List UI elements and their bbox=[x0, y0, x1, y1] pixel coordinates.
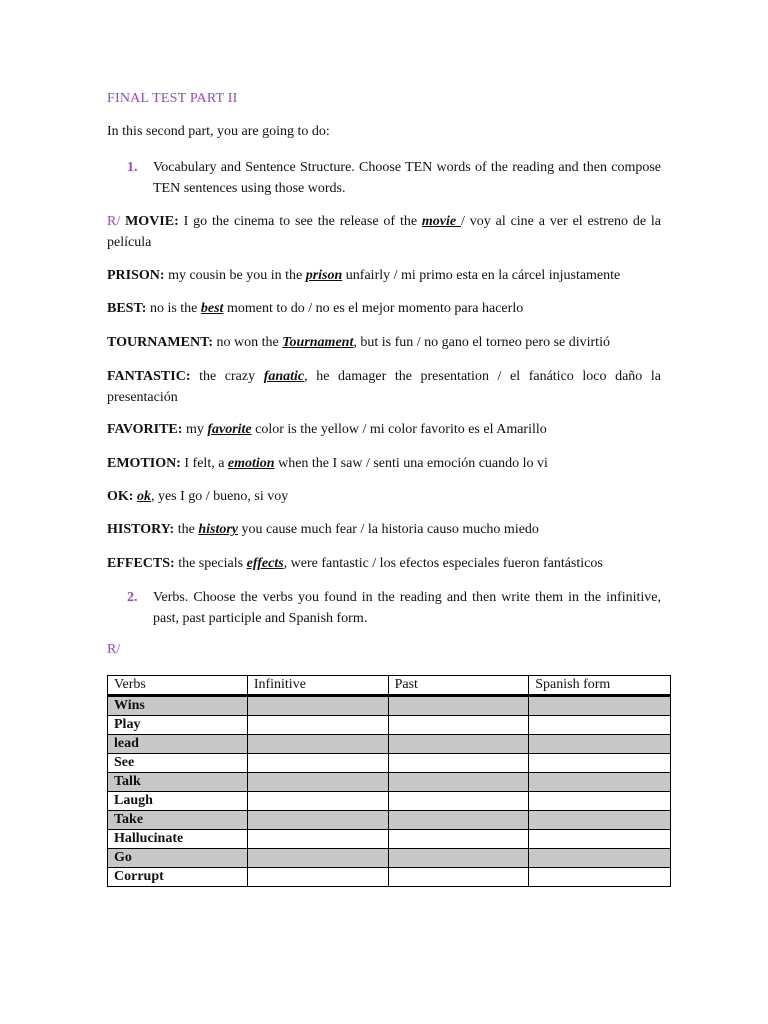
entry-favorite bbox=[107, 419, 661, 440]
entry-effects bbox=[107, 553, 661, 574]
empty-cell[interactable] bbox=[388, 811, 529, 830]
table-row bbox=[108, 754, 671, 773]
empty-cell[interactable] bbox=[529, 811, 671, 830]
empty-cell[interactable] bbox=[529, 792, 671, 811]
instruction-1-number: 1. bbox=[127, 160, 138, 175]
table-row bbox=[108, 716, 671, 735]
empty-cell[interactable] bbox=[247, 754, 388, 773]
entry-keyword: ok bbox=[136, 489, 151, 504]
verb-cell: Hallucinate bbox=[108, 830, 248, 849]
entry-history bbox=[107, 519, 661, 540]
entry-movie bbox=[107, 211, 661, 253]
entry-text: the bbox=[174, 522, 199, 537]
verb-cell: Take bbox=[108, 811, 248, 830]
verb-cell: lead bbox=[108, 735, 248, 754]
empty-cell[interactable] bbox=[247, 696, 388, 716]
empty-cell[interactable] bbox=[388, 696, 529, 716]
empty-cell[interactable] bbox=[247, 811, 388, 830]
intro-text: In this second part, you are going to do: bbox=[107, 124, 330, 139]
entry-text: you cause much fear / la historia causo mucho miedo bbox=[238, 522, 539, 537]
table-header-row bbox=[108, 676, 671, 696]
table-row bbox=[108, 792, 671, 811]
instruction-2-number: 2. bbox=[127, 590, 138, 605]
entry-keyword: emotion bbox=[227, 456, 275, 471]
header-spanish-form: Spanish form bbox=[529, 676, 671, 696]
instruction-1-text: Vocabulary and Sentence Structure. Choose TEN words of the reading and then compose TEN sentences using those words. bbox=[153, 160, 661, 196]
entry-text: my bbox=[182, 422, 208, 437]
empty-cell[interactable] bbox=[247, 868, 388, 887]
entry-keyword: Tournament bbox=[282, 335, 354, 350]
entry-text: the specials bbox=[174, 556, 247, 571]
table-row bbox=[108, 868, 671, 887]
entry-keyword: effects bbox=[246, 556, 284, 571]
empty-cell[interactable] bbox=[388, 735, 529, 754]
empty-cell[interactable] bbox=[247, 716, 388, 735]
empty-cell[interactable] bbox=[388, 849, 529, 868]
entry-text: no won the bbox=[213, 335, 283, 350]
entry-label: OK: bbox=[107, 489, 134, 504]
verb-cell: Corrupt bbox=[108, 868, 248, 887]
document-title: FINAL TEST PART II bbox=[107, 91, 238, 106]
empty-cell[interactable] bbox=[388, 868, 529, 887]
entry-keyword: prison bbox=[305, 268, 343, 283]
header-infinitive: Infinitive bbox=[247, 676, 388, 696]
entry-best bbox=[107, 298, 661, 319]
verb-cell: Talk bbox=[108, 773, 248, 792]
entry-label: BEST: bbox=[107, 301, 147, 316]
table-row bbox=[108, 811, 671, 830]
instruction-1 bbox=[107, 157, 661, 199]
empty-cell[interactable] bbox=[529, 735, 671, 754]
empty-cell[interactable] bbox=[388, 773, 529, 792]
header-verbs: Verbs bbox=[108, 676, 248, 696]
empty-cell[interactable] bbox=[529, 830, 671, 849]
table-row bbox=[108, 735, 671, 754]
entry-text: color is the yellow / mi color favorito es el Amarillo bbox=[251, 422, 547, 437]
verbs-table bbox=[107, 675, 671, 887]
entry-text: , yes I go / bueno, si voy bbox=[150, 489, 289, 504]
entry-label: FAVORITE: bbox=[107, 422, 183, 437]
entry-label: MOVIE: bbox=[125, 214, 179, 229]
entry-fantastic bbox=[107, 366, 661, 408]
entry-keyword: fanatic bbox=[263, 369, 305, 384]
verb-cell: Go bbox=[108, 849, 248, 868]
entry-text: I go the cinema to see the release of the bbox=[178, 214, 422, 229]
empty-cell[interactable] bbox=[529, 696, 671, 716]
entry-keyword: history bbox=[198, 522, 239, 537]
entry-emotion bbox=[107, 453, 661, 474]
table-row bbox=[108, 830, 671, 849]
entry-tournament bbox=[107, 332, 661, 353]
table-row bbox=[108, 773, 671, 792]
entry-text: , but is fun / no gano el torneo pero se divirtió bbox=[353, 335, 610, 350]
entry-text: I felt, a bbox=[180, 456, 228, 471]
instruction-2 bbox=[107, 587, 661, 629]
empty-cell[interactable] bbox=[529, 716, 671, 735]
entry-keyword: favorite bbox=[207, 422, 252, 437]
empty-cell[interactable] bbox=[247, 735, 388, 754]
empty-cell[interactable] bbox=[247, 830, 388, 849]
empty-cell[interactable] bbox=[388, 754, 529, 773]
entry-text: no is the bbox=[146, 301, 201, 316]
empty-cell[interactable] bbox=[388, 716, 529, 735]
entry-text: the crazy bbox=[190, 369, 264, 384]
answer-label: R/ bbox=[107, 642, 121, 657]
verb-cell: Laugh bbox=[108, 792, 248, 811]
entry-text: / voy al cine a ver el estreno de la película bbox=[107, 214, 661, 250]
empty-cell[interactable] bbox=[388, 792, 529, 811]
answer-prefix: R/ bbox=[107, 214, 126, 229]
entry-keyword: best bbox=[200, 301, 224, 316]
entry-keyword: movie bbox=[421, 214, 461, 229]
entry-text: , were fantastic / los efectos especiales fueron fantásticos bbox=[283, 556, 603, 571]
empty-cell[interactable] bbox=[529, 849, 671, 868]
entry-text: when the I saw / senti una emoción cuando lo vi bbox=[274, 456, 548, 471]
entry-label: TOURNAMENT: bbox=[107, 335, 214, 350]
verb-cell: Wins bbox=[108, 696, 248, 716]
empty-cell[interactable] bbox=[247, 773, 388, 792]
empty-cell[interactable] bbox=[247, 849, 388, 868]
entry-label: EFFECTS: bbox=[107, 556, 175, 571]
entry-ok bbox=[107, 486, 661, 507]
entry-text: unfairly / mi primo esta en la cárcel injustamente bbox=[342, 268, 621, 283]
header-past: Past bbox=[388, 676, 529, 696]
verb-cell: Play bbox=[108, 716, 248, 735]
empty-cell[interactable] bbox=[529, 754, 671, 773]
verb-cell: See bbox=[108, 754, 248, 773]
empty-cell[interactable] bbox=[529, 868, 671, 887]
empty-cell[interactable] bbox=[529, 773, 671, 792]
entry-label: PRISON: bbox=[107, 268, 165, 283]
entry-prison bbox=[107, 265, 661, 286]
instruction-2-text: Verbs. Choose the verbs you found in the reading and then write them in the infinitive, past, past participle and Spanish form. bbox=[153, 590, 661, 626]
empty-cell[interactable] bbox=[247, 792, 388, 811]
entry-label: EMOTION: bbox=[107, 456, 181, 471]
entry-text: , he damager the presentation / el fanático loco daño la presentación bbox=[107, 369, 661, 405]
entry-label: HISTORY: bbox=[107, 522, 175, 537]
table-row bbox=[108, 696, 671, 716]
entry-label: FANTASTIC: bbox=[107, 369, 191, 384]
empty-cell[interactable] bbox=[388, 830, 529, 849]
entry-text: my cousin be you in the bbox=[164, 268, 306, 283]
table-row bbox=[108, 849, 671, 868]
entry-text: moment to do / no es el mejor momento para hacerlo bbox=[223, 301, 524, 316]
